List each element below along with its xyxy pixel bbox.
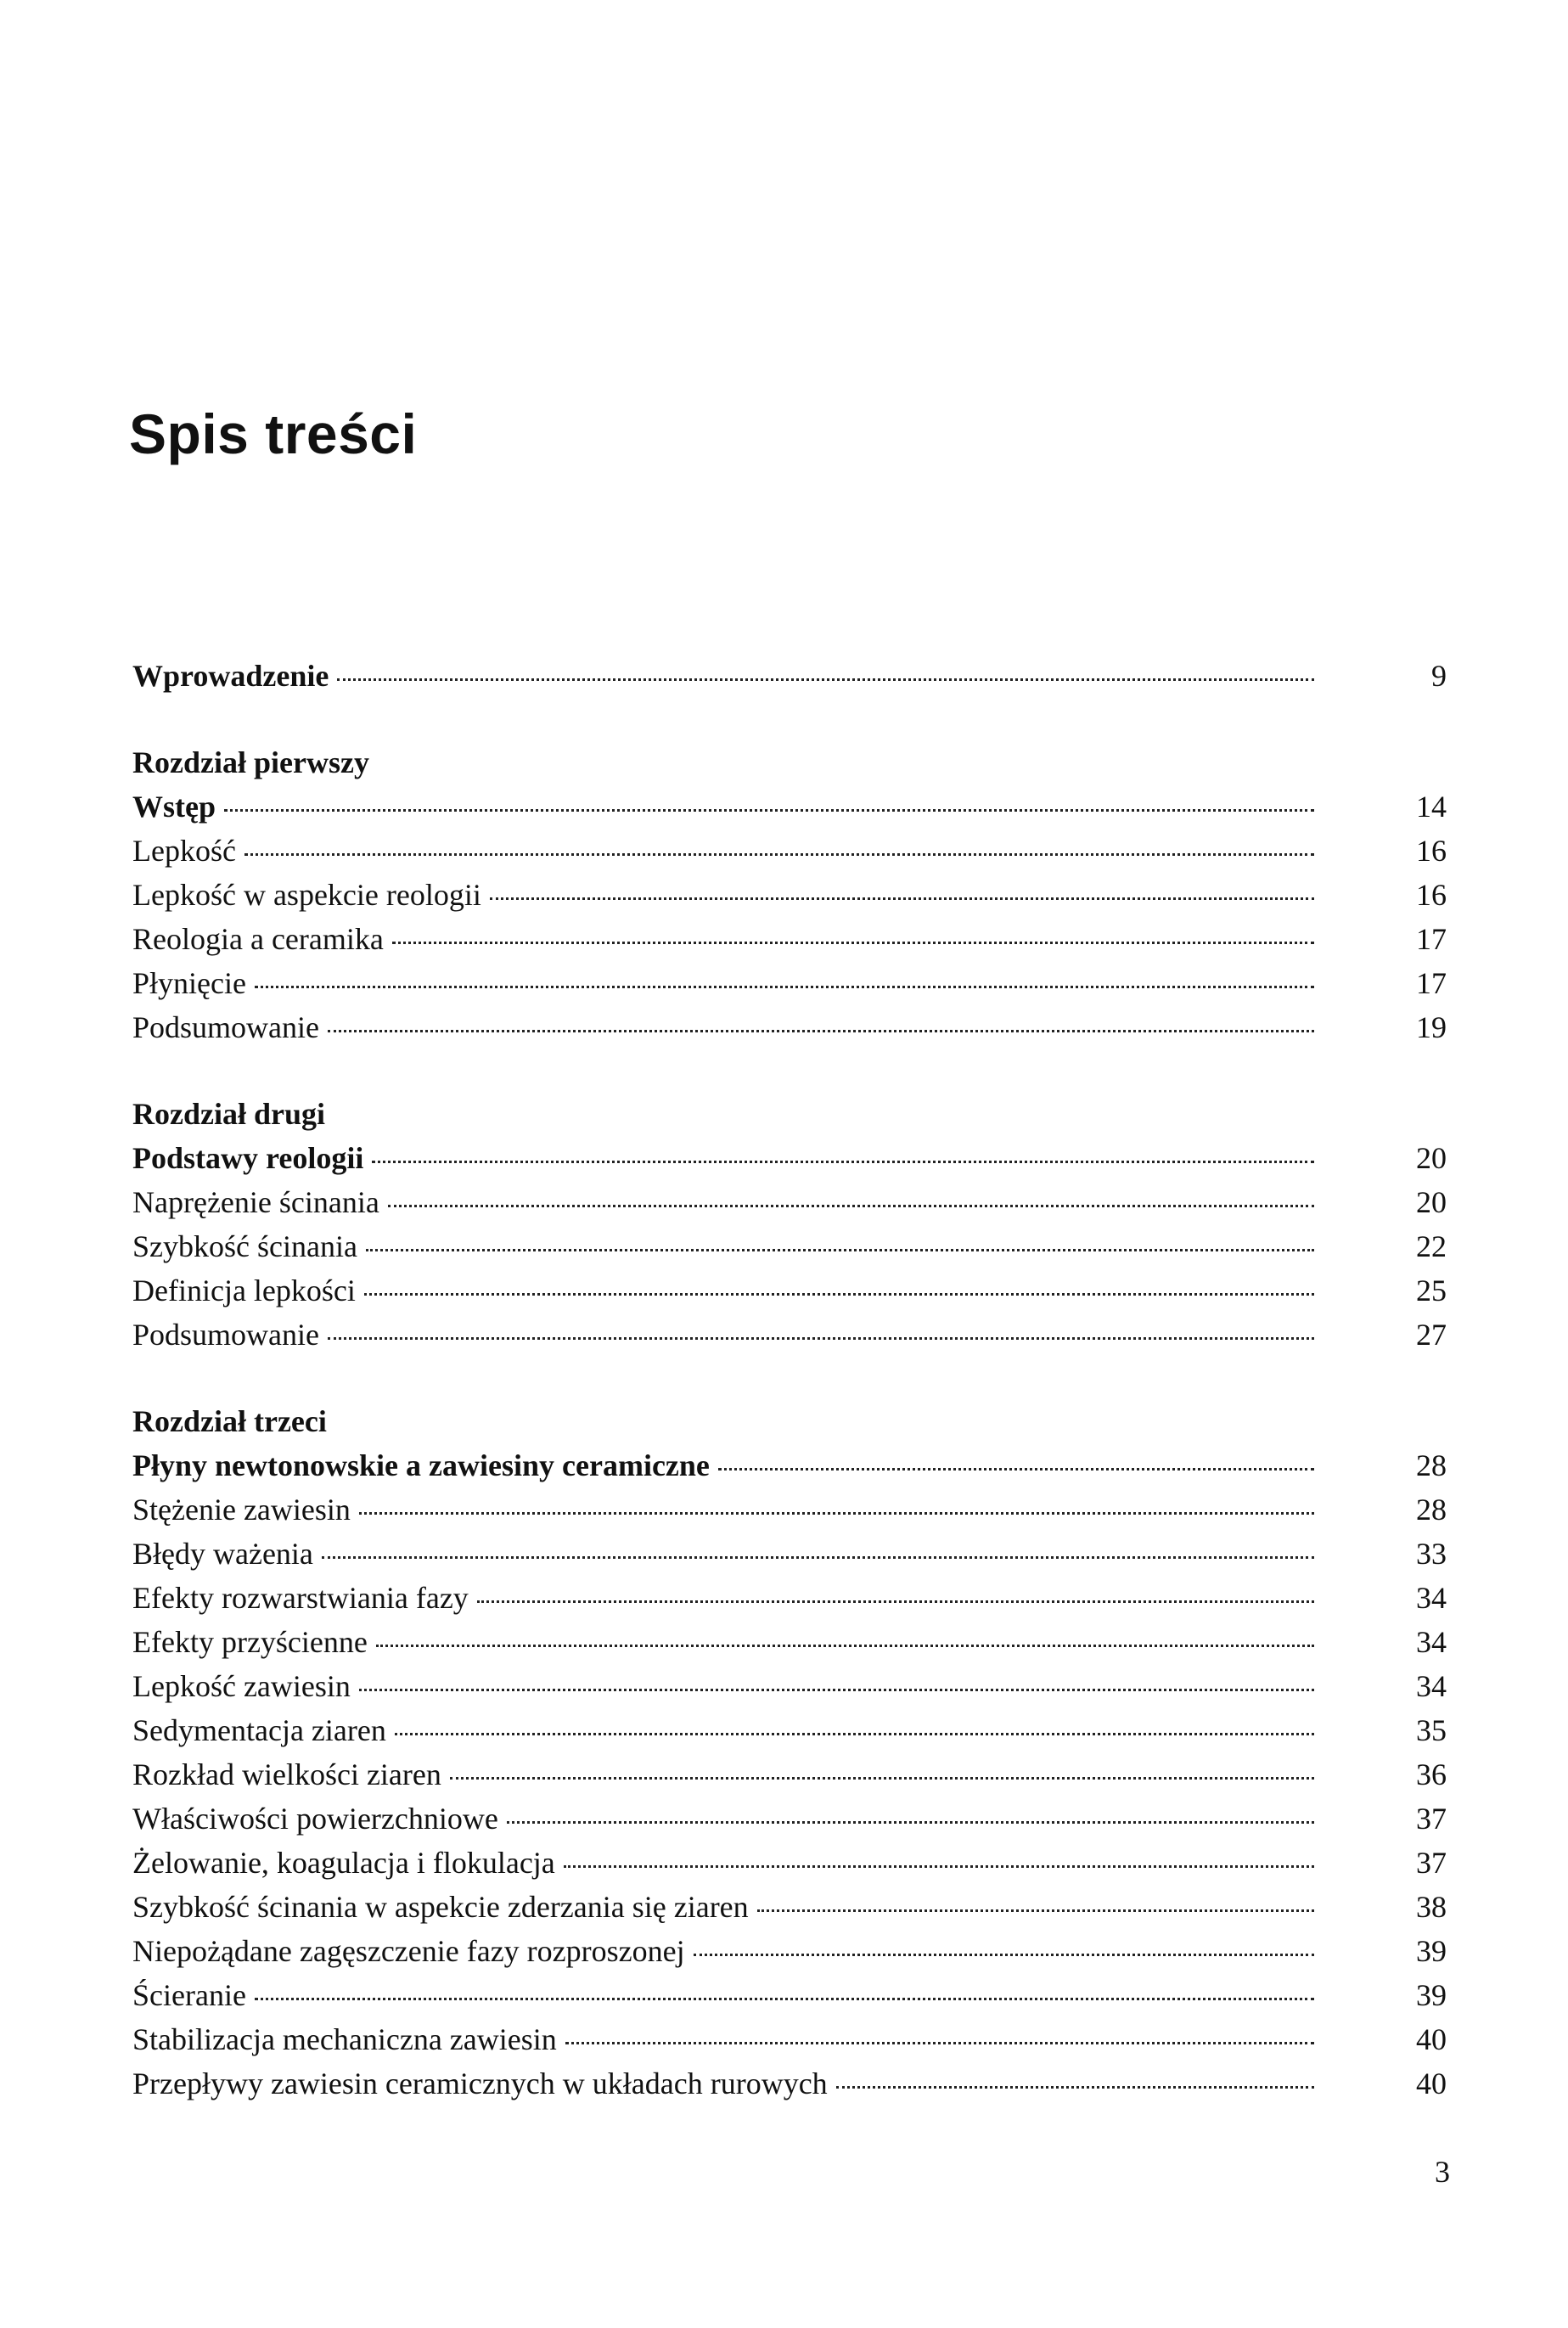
dot-leader: [565, 2042, 1314, 2044]
toc-entry-page: 39: [1416, 1934, 1447, 1968]
toc-entry-title: Płyny newtonowskie a zawiesiny ceramiczne: [132, 1448, 710, 1482]
toc-entry-title: Definicja lepkości: [132, 1274, 356, 1307]
page-title: Spis treści: [129, 402, 418, 465]
dot-leader: [328, 1030, 1314, 1032]
toc-entry: [132, 1752, 1447, 1797]
toc-entry-page: 17: [1416, 966, 1447, 1000]
toc-entry-title: Żelowanie, koagulacja i flokulacja: [132, 1846, 555, 1880]
dot-leader: [322, 1556, 1314, 1559]
toc-entry-page: 25: [1416, 1274, 1447, 1307]
toc-entry: [132, 1532, 1447, 1576]
toc-entry-title: Podsumowanie: [132, 1010, 319, 1044]
toc-entry-title: Płynięcie: [132, 966, 246, 1000]
toc-entry-page: 16: [1416, 878, 1447, 912]
toc-entry: [132, 1885, 1447, 1929]
toc-entry: [132, 1620, 1447, 1664]
toc-entry-page: 33: [1416, 1537, 1447, 1571]
dot-leader: [564, 1865, 1314, 1868]
toc-entry: [132, 873, 1447, 917]
dot-leader: [255, 986, 1314, 988]
toc-entry: [132, 1268, 1447, 1313]
dot-leader: [364, 1293, 1314, 1296]
toc-entry-page: 34: [1416, 1581, 1447, 1615]
dot-leader: [490, 897, 1314, 900]
toc-entry: [132, 1136, 1447, 1180]
toc-entry: [132, 917, 1447, 961]
toc-entry: [132, 1708, 1447, 1752]
toc-entry: [132, 829, 1447, 873]
toc-entry-title: Szybkość ścinania: [132, 1229, 357, 1263]
dot-leader: [244, 853, 1314, 856]
dot-leader: [450, 1777, 1314, 1780]
dot-leader: [328, 1337, 1314, 1340]
toc-entry-title: Wprowadzenie: [132, 659, 329, 693]
toc-intro-section: [132, 654, 1447, 698]
toc-entry-intro: [132, 654, 1447, 698]
dot-leader: [224, 809, 1314, 812]
toc-entry-title: Szybkość ścinania w aspekcie zderzania się ziaren: [132, 1890, 749, 1924]
toc-chapter-3: [132, 1399, 1447, 2106]
toc-entry: [132, 1313, 1447, 1357]
toc-entry-page: 38: [1416, 1890, 1447, 1924]
toc-entry-page: 37: [1416, 1802, 1447, 1836]
toc-entry: [132, 1487, 1447, 1532]
dot-leader: [392, 942, 1314, 944]
dot-leader: [757, 1909, 1314, 1912]
toc-entry-title: Stabilizacja mechaniczna zawiesin: [132, 2022, 557, 2056]
dot-leader: [694, 1954, 1314, 1956]
toc-entry-page: 17: [1416, 922, 1447, 956]
dot-leader: [395, 1733, 1314, 1735]
toc-entry-title: Niepożądane zagęszczenie fazy rozproszonej: [132, 1934, 685, 1968]
toc-entry-page: 39: [1416, 1978, 1447, 2012]
dot-leader: [372, 1161, 1314, 1163]
toc-entry-page: 40: [1416, 2067, 1447, 2100]
toc-entry-page: 20: [1416, 1185, 1447, 1219]
toc-entry-title: Efekty przyścienne: [132, 1625, 368, 1659]
toc-entry-page: 35: [1416, 1713, 1447, 1747]
toc-entry-title: Lepkość zawiesin: [132, 1669, 351, 1703]
toc-entry-page: 16: [1416, 834, 1447, 868]
toc-entry-page: 34: [1416, 1625, 1447, 1659]
toc-entry-page: 28: [1416, 1493, 1447, 1527]
toc-entry-page: 22: [1416, 1229, 1447, 1263]
toc-entry: [132, 1841, 1447, 1885]
toc-entry: [132, 1973, 1447, 2017]
dot-leader: [337, 678, 1314, 681]
toc-entry-page: 27: [1416, 1318, 1447, 1352]
toc-entry-title: Efekty rozwarstwiania fazy: [132, 1581, 469, 1615]
toc-chapter-1: [132, 740, 1447, 1049]
toc-entry-title: Podsumowanie: [132, 1318, 319, 1352]
toc-chapter-2: [132, 1092, 1447, 1357]
dot-leader: [388, 1205, 1314, 1207]
dot-leader: [255, 1998, 1314, 2000]
toc-entry-page: 20: [1416, 1141, 1447, 1175]
toc-entry-title: Lepkość w aspekcie reologii: [132, 878, 481, 912]
toc-entry: [132, 1443, 1447, 1487]
toc-entry-title: Przepływy zawiesin ceramicznych w układach rurowych: [132, 2067, 828, 2100]
dot-leader: [359, 1689, 1314, 1691]
toc-entry: [132, 1005, 1447, 1049]
toc-entry-page: 9: [1431, 659, 1447, 693]
toc-entry-page: 40: [1416, 2022, 1447, 2056]
dot-leader: [507, 1821, 1314, 1824]
chapter-heading: Rozdział drugi: [132, 1097, 326, 1131]
table-of-contents: [132, 654, 1447, 2148]
toc-entry-title: Naprężenie ścinania: [132, 1185, 379, 1219]
toc-entry-title: Właściwości powierzchniowe: [132, 1802, 498, 1836]
toc-entry: [132, 961, 1447, 1005]
toc-entry: [132, 2017, 1447, 2061]
chapter-heading: Rozdział trzeci: [132, 1404, 327, 1438]
toc-entry: [132, 1797, 1447, 1841]
toc-entry: [132, 1929, 1447, 1973]
toc-entry-title: Rozkład wielkości ziaren: [132, 1757, 441, 1791]
toc-entry-title: Stężenie zawiesin: [132, 1493, 351, 1527]
toc-entry-title: Ścieranie: [132, 1978, 246, 2012]
toc-entry-page: 34: [1416, 1669, 1447, 1703]
toc-entry-title: Sedymentacja ziaren: [132, 1713, 386, 1747]
page-number: 3: [1435, 2155, 1450, 2189]
dot-leader: [718, 1468, 1314, 1470]
toc-entry-title: Błędy ważenia: [132, 1537, 313, 1571]
toc-entry-title: Lepkość: [132, 834, 236, 868]
chapter-heading: Rozdział pierwszy: [132, 745, 369, 779]
toc-entry: [132, 784, 1447, 829]
dot-leader: [836, 2086, 1314, 2089]
toc-entry: [132, 1180, 1447, 1224]
dot-leader: [477, 1600, 1314, 1603]
toc-entry-title: Podstawy reologii: [132, 1141, 364, 1175]
toc-entry: [132, 1576, 1447, 1620]
dot-leader: [366, 1249, 1314, 1251]
toc-entry-page: 28: [1416, 1448, 1447, 1482]
toc-entry-title: Reologia a ceramika: [132, 922, 384, 956]
toc-entry-title: Wstęp: [132, 790, 216, 824]
toc-entry-page: 19: [1416, 1010, 1447, 1044]
dot-leader: [376, 1645, 1314, 1647]
dot-leader: [359, 1512, 1314, 1515]
toc-entry-page: 36: [1416, 1757, 1447, 1791]
toc-entry: [132, 1224, 1447, 1268]
toc-entry-page: 14: [1416, 790, 1447, 824]
toc-entry-page: 37: [1416, 1846, 1447, 1880]
toc-entry: [132, 2061, 1447, 2106]
toc-entry: [132, 1664, 1447, 1708]
